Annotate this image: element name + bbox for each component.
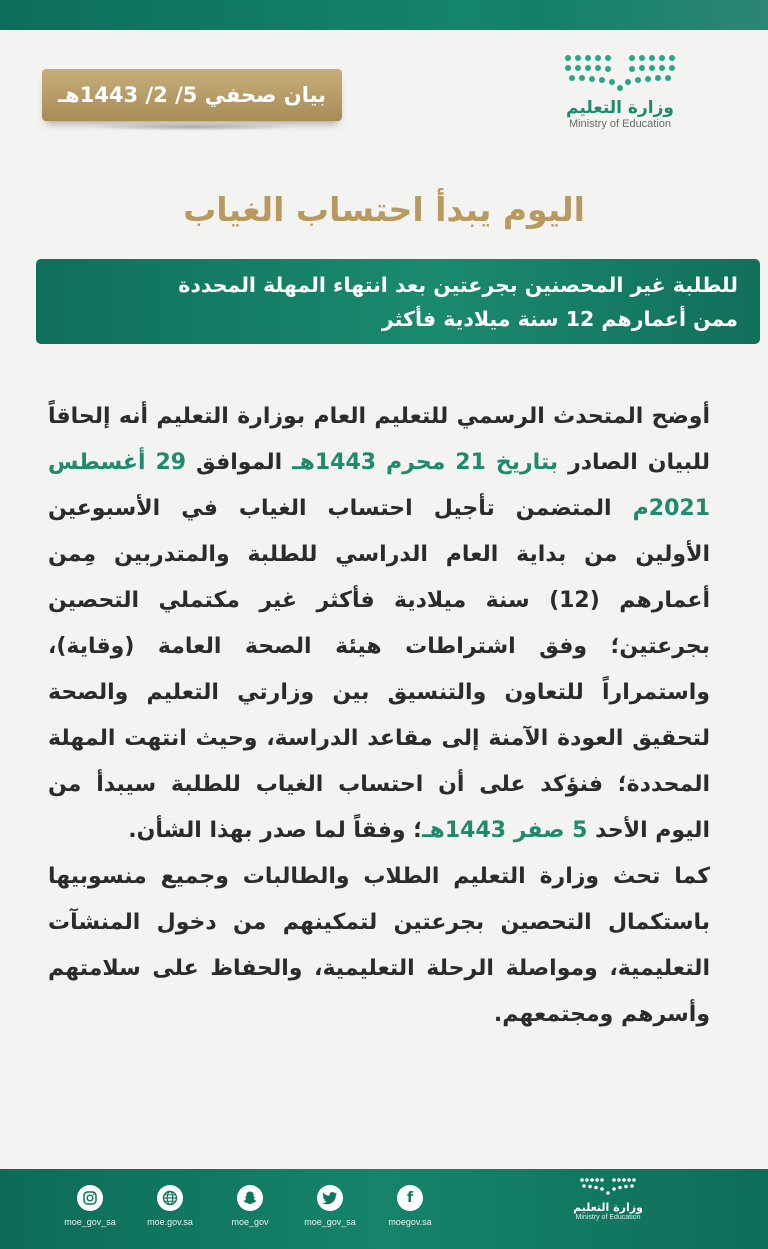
- top-bar: [0, 0, 768, 30]
- subtitle-box: [36, 259, 760, 344]
- social-label: moe_gov_sa: [304, 1217, 356, 1227]
- social-website[interactable]: [142, 1185, 198, 1227]
- social-twitter[interactable]: [302, 1185, 358, 1227]
- headline: اليوم يبدأ احتساب الغياب: [183, 190, 585, 229]
- ministry-name-ar: وزارة التعليم: [566, 98, 674, 118]
- statement-body: [48, 394, 710, 1038]
- subtitle-line-1: للطلبة غير المحصنين بجرعتين بعد انتهاء المهلة المحددة: [178, 272, 738, 297]
- twitter-icon: [317, 1185, 343, 1211]
- start-date-highlight: 5 صفر 1443هـ: [422, 818, 588, 843]
- instagram-icon: [77, 1185, 103, 1211]
- paragraph-1-text-d: ؛ وفقاً لما صدر بهذا الشأن.: [128, 818, 423, 843]
- paragraph-1: [48, 394, 710, 854]
- social-label: moe_gov_sa: [64, 1217, 116, 1227]
- paragraph-1-text-c: المتضمن تأجيل احتساب الغياب في الأسبوعين الأولين من بداية العام الدراسي للطلبة والمتدربين مِمن أعمارهم (12) سنة ميلادية فأكثر غير مكتملي التحصين بجرعتين؛ وفق اشتراطات هيئة الصحة العامة (وقاية)، واستمراراً للتعاون والتنسيق بين وزارتي التعليم والصحة لتحقيق العودة الآمنة إلى مقاعد الدراسة، وحيث انتهت المهلة المحددة؛ فنؤكد على أن احتساب الغياب للطلبة سيبدأ من اليوم الأحد: [48, 496, 710, 843]
- footer-ministry-name-en: Ministry of Education: [575, 1214, 641, 1221]
- date-gregorian-highlight: 29 أغسطس 2021م: [48, 450, 710, 521]
- social-snapchat[interactable]: [222, 1185, 278, 1227]
- social-instagram[interactable]: [62, 1185, 118, 1227]
- date-hijri-highlight: بتاريخ 21 محرم 1443هـ: [292, 450, 559, 475]
- paragraph-1-text-a: أوضح المتحدث الرسمي للتعليم العام بوزارة التعليم أنه إلحاقاً للبيان الصادر: [48, 404, 710, 475]
- footer-ministry-name-ar: وزارة التعليم: [573, 1201, 643, 1214]
- snapchat-icon: [237, 1185, 263, 1211]
- date-badge: بيان صحفي 5/ 2/ 1443هـ: [42, 69, 342, 121]
- ministry-logo-icon: [560, 52, 680, 92]
- facebook-icon: f: [397, 1185, 423, 1211]
- social-label: moe_gov: [231, 1217, 269, 1227]
- social-label: moegov.sa: [388, 1217, 432, 1227]
- footer-logo-icon: [576, 1177, 640, 1197]
- social-label: moe.gov.sa: [147, 1217, 193, 1227]
- paragraph-2: كما تحث وزارة التعليم الطلاب والطالبات وجميع منسوبيها باستكمال التحصين بجرعتين لتمكينهم من دخول المنشآت التعليمية، ومواصلة الرحلة التعليمية، والحفاظ على سلامتهم وأسرهم ومجتمعهم.: [48, 864, 710, 1027]
- social-links: [62, 1185, 438, 1227]
- paragraph-1-text-b: الموافق: [186, 450, 293, 475]
- ministry-logo: [530, 52, 680, 130]
- ministry-name-en: Ministry of Education: [568, 118, 672, 130]
- subtitle-line-2: ممن أعمارهم 12 سنة ميلادية فأكثر: [381, 306, 738, 331]
- footer-ministry-logo: [568, 1177, 648, 1221]
- social-facebook[interactable]: [382, 1185, 438, 1227]
- web-icon: [157, 1185, 183, 1211]
